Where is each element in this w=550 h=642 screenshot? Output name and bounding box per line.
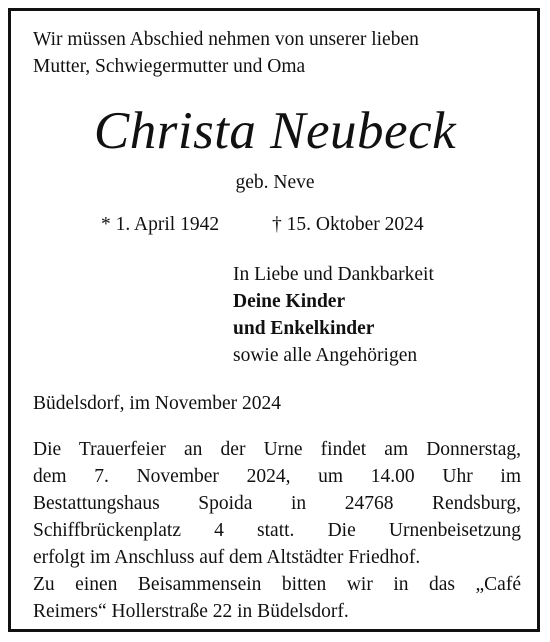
info-line: Zu einen Beisammensein bitten wir in das „Café bbox=[33, 574, 521, 595]
deceased-name: Christa Neubeck bbox=[93, 102, 457, 160]
mourners-line-bold: und Enkelkinder bbox=[233, 318, 375, 339]
funeral-info bbox=[33, 436, 521, 625]
place-date: Büdelsdorf, im November 2024 bbox=[33, 393, 282, 414]
intro-text bbox=[33, 26, 521, 80]
mourners-signature bbox=[233, 261, 434, 369]
maiden-name: geb. Neve bbox=[235, 172, 315, 193]
info-line: Die Trauerfeier an der Urne findet am Donnerstag, bbox=[33, 439, 521, 460]
info-line: erfolgt im Anschluss auf dem Altstädter Friedhof. bbox=[33, 547, 421, 568]
mourners-line: sowie alle Angehörigen bbox=[233, 345, 418, 366]
death-date: † 15. Oktober 2024 bbox=[272, 214, 424, 235]
mourners-line: In Liebe und Dankbarkeit bbox=[233, 264, 434, 285]
info-line: Bestattungshaus Spoida in 24768 Rendsburg, bbox=[33, 493, 521, 514]
intro-line: Wir müssen Abschied nehmen von unserer lieben bbox=[33, 29, 419, 50]
birth-date: * 1. April 1942 bbox=[101, 214, 220, 235]
mourners-line-bold: Deine Kinder bbox=[233, 291, 346, 312]
info-line: dem 7. November 2024, um 14.00 Uhr im bbox=[33, 466, 521, 487]
info-line: Reimers“ Hollerstraße 22 in Büdelsdorf. bbox=[33, 601, 349, 622]
intro-line: Mutter, Schwiegermutter und Oma bbox=[33, 56, 306, 77]
info-line: Schiffbrückenplatz 4 statt. Die Urnenbeisetzung bbox=[33, 520, 521, 541]
